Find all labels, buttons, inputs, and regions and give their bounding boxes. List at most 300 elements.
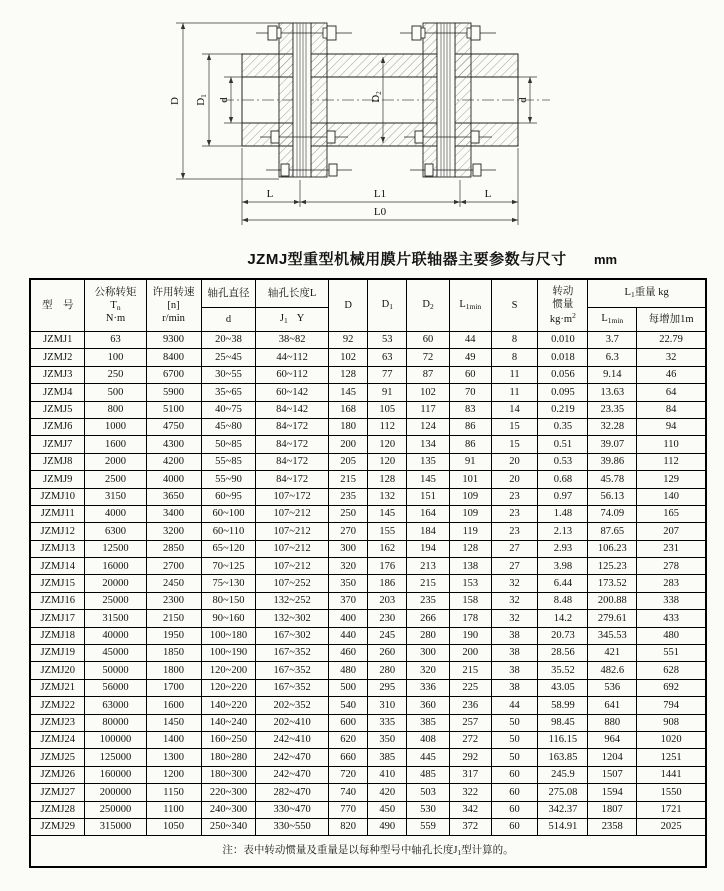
cell: JZMJ2 (30, 349, 85, 366)
cell: 4200 (146, 453, 201, 470)
cell: 2150 (146, 610, 201, 627)
cell: 60 (491, 818, 538, 835)
cell: 200000 (85, 784, 146, 801)
cell: 35.52 (538, 662, 588, 679)
cell: 107~212 (256, 540, 328, 557)
cell: 215 (407, 575, 450, 592)
cell: 330~550 (256, 818, 328, 835)
table-row (30, 523, 706, 540)
cell: 120~200 (201, 662, 256, 679)
cell: 908 (637, 714, 706, 731)
cell: 242~470 (256, 749, 328, 766)
cell: 200 (449, 645, 491, 662)
cell: 190 (449, 627, 491, 644)
cell: 92 (328, 332, 368, 349)
footnote: 注：表中转动惯量及重量是以每种型号中轴孔长度$J_1$型计算的。 (30, 836, 706, 868)
cell: JZMJ20 (30, 662, 85, 679)
cell: 6.44 (538, 575, 588, 592)
cell: 50 (491, 749, 538, 766)
cell: 279.61 (588, 610, 637, 627)
table-row (30, 784, 706, 801)
cell: 2450 (146, 575, 201, 592)
cell: JZMJ6 (30, 418, 85, 435)
table-row (30, 349, 706, 366)
cell: 2300 (146, 592, 201, 609)
cell: 215 (328, 471, 368, 488)
cell: 80~150 (201, 592, 256, 609)
cell: 28.56 (538, 645, 588, 662)
cell: 38 (491, 627, 538, 644)
cell: 100~190 (201, 645, 256, 662)
cell: 322 (449, 784, 491, 801)
cell: 202~352 (256, 697, 328, 714)
cell: 45~80 (201, 418, 256, 435)
cell: 315000 (85, 818, 146, 835)
cell: 275.08 (538, 784, 588, 801)
cell: 32 (491, 575, 538, 592)
cell: JZMJ4 (30, 384, 85, 401)
cell: 56.13 (588, 488, 637, 505)
cell: 330~470 (256, 801, 328, 818)
cell: 107~172 (256, 488, 328, 505)
cell: 350 (328, 575, 368, 592)
cell: 91 (368, 384, 407, 401)
cell: 14 (491, 401, 538, 418)
cell: 46 (637, 366, 706, 383)
cell: 134 (407, 436, 450, 453)
cell: 86 (449, 436, 491, 453)
cell: 165 (637, 505, 706, 522)
cell: 450 (368, 801, 407, 818)
cell: 100000 (85, 731, 146, 748)
cell: 2000 (85, 453, 146, 470)
cell: 194 (407, 540, 450, 557)
cell: 167~352 (256, 679, 328, 696)
coupling-drawing (0, 0, 724, 244)
cell: 106.23 (588, 540, 637, 557)
table-row (30, 818, 706, 835)
col-header-bore-diameter: 轴孔直径 (201, 279, 256, 308)
cell: 145 (368, 505, 407, 522)
cell: 1400 (146, 731, 201, 748)
col-header-S: S (491, 279, 538, 332)
cell: 5900 (146, 384, 201, 401)
cell: 20.73 (538, 627, 588, 644)
cell: 740 (328, 784, 368, 801)
cell: 167~352 (256, 645, 328, 662)
cell: JZMJ13 (30, 540, 85, 557)
cell: 0.056 (538, 366, 588, 383)
cell: 100 (85, 349, 146, 366)
cell: 4300 (146, 436, 201, 453)
cell: 1441 (637, 766, 706, 783)
cell: 9.14 (588, 366, 637, 383)
table-row (30, 592, 706, 609)
cell: 164 (407, 505, 450, 522)
unit-label: mm (594, 252, 618, 267)
cell: 1600 (85, 436, 146, 453)
cell: 132~302 (256, 610, 328, 627)
cell: 23 (491, 505, 538, 522)
spec-table (29, 278, 707, 868)
cell: 60 (491, 766, 538, 783)
cell: 338 (637, 592, 706, 609)
cell: 385 (368, 749, 407, 766)
cell: 350 (368, 731, 407, 748)
cell: 3650 (146, 488, 201, 505)
cell: 433 (637, 610, 706, 627)
cell: 482.6 (588, 662, 637, 679)
cell: 50 (491, 731, 538, 748)
cell: 260 (368, 645, 407, 662)
cell: 63 (368, 349, 407, 366)
cell: 22.79 (637, 332, 706, 349)
cell: 112 (368, 418, 407, 435)
cell: 400 (328, 610, 368, 627)
cell: 39.07 (588, 436, 637, 453)
cell: 200 (328, 436, 368, 453)
cell: 770 (328, 801, 368, 818)
cell: 43.05 (538, 679, 588, 696)
cell: 0.35 (538, 418, 588, 435)
cell: JZMJ10 (30, 488, 85, 505)
cell: 120 (368, 436, 407, 453)
col-header-D: D (328, 279, 368, 332)
cell: 178 (449, 610, 491, 627)
cell: 39.86 (588, 453, 637, 470)
cell: 283 (637, 575, 706, 592)
table-row (30, 731, 706, 748)
cell: 280 (407, 627, 450, 644)
cell: JZMJ9 (30, 471, 85, 488)
cell: 75~130 (201, 575, 256, 592)
cell: 445 (407, 749, 450, 766)
cell: 128 (449, 540, 491, 557)
cell: 1000 (85, 418, 146, 435)
cell: 102 (328, 349, 368, 366)
cell: 60~142 (256, 384, 328, 401)
cell: 128 (328, 366, 368, 383)
cell: 65~120 (201, 540, 256, 557)
cell: 1507 (588, 766, 637, 783)
cell: 100~180 (201, 627, 256, 644)
cell: 20~38 (201, 332, 256, 349)
cell: 230 (368, 610, 407, 627)
cell: 2500 (85, 471, 146, 488)
dim-label-L0: L0 (373, 206, 387, 218)
col-header-L1min: $L_{1min}$ (449, 279, 491, 332)
cell: JZMJ14 (30, 558, 85, 575)
cell: 8400 (146, 349, 201, 366)
cell: JZMJ5 (30, 401, 85, 418)
cell: 342.37 (538, 801, 588, 818)
cell: 235 (407, 592, 450, 609)
cell: 421 (588, 645, 637, 662)
cell: 213 (407, 558, 450, 575)
cell: 117 (407, 401, 450, 418)
cell: 32 (491, 592, 538, 609)
cell: 480 (328, 662, 368, 679)
cell: 102 (407, 384, 450, 401)
cell: 38~82 (256, 332, 328, 349)
dim-label-d-right: d (517, 97, 529, 103)
cell: 125.23 (588, 558, 637, 575)
cell: JZMJ29 (30, 818, 85, 835)
cell: 1600 (146, 697, 201, 714)
cell: 500 (328, 679, 368, 696)
cell: 140~220 (201, 697, 256, 714)
cell: 15 (491, 418, 538, 435)
cell: 0.68 (538, 471, 588, 488)
cell: 335 (368, 714, 407, 731)
cell: 0.219 (538, 401, 588, 418)
cell: 145 (407, 471, 450, 488)
cell: 80000 (85, 714, 146, 731)
cell: 109 (449, 505, 491, 522)
cell: 345.53 (588, 627, 637, 644)
col-header-torque: 公称转矩 $T_n$ N·m (85, 279, 146, 332)
cell: 153 (449, 575, 491, 592)
cell: 168 (328, 401, 368, 418)
cell: 55~90 (201, 471, 256, 488)
cell: 120~220 (201, 679, 256, 696)
cell: 320 (328, 558, 368, 575)
cell: 485 (407, 766, 450, 783)
cell: 70 (449, 384, 491, 401)
cell: 317 (449, 766, 491, 783)
cell: 242~470 (256, 766, 328, 783)
cell: 257 (449, 714, 491, 731)
table-row (30, 453, 706, 470)
cell: 250~340 (201, 818, 256, 835)
cell: 12500 (85, 540, 146, 557)
table-row (30, 505, 706, 522)
cell: 40~75 (201, 401, 256, 418)
cell: 880 (588, 714, 637, 731)
cell: 300 (328, 540, 368, 557)
cell: 32.28 (588, 418, 637, 435)
cell: 180~300 (201, 766, 256, 783)
cell: JZMJ22 (30, 697, 85, 714)
cell: 720 (328, 766, 368, 783)
cell: 60~112 (256, 366, 328, 383)
cell: 16000 (85, 558, 146, 575)
cell: 32 (491, 610, 538, 627)
title-row (0, 244, 724, 278)
table-row (30, 714, 706, 731)
dim-label-D1: D1 (195, 94, 208, 106)
cell: JZMJ3 (30, 366, 85, 383)
cell: 32 (637, 349, 706, 366)
cell: 336 (407, 679, 450, 696)
cell: 109 (449, 488, 491, 505)
table-row (30, 627, 706, 644)
cell: 180 (328, 418, 368, 435)
cell: 38 (491, 662, 538, 679)
cell: 140~240 (201, 714, 256, 731)
cell: 184 (407, 523, 450, 540)
cell: 692 (637, 679, 706, 696)
dim-label-L-right: L (484, 188, 492, 200)
cell: 84~172 (256, 436, 328, 453)
cell: 20 (491, 453, 538, 470)
table-row (30, 401, 706, 418)
table-row (30, 749, 706, 766)
cell: 132 (368, 488, 407, 505)
cell: 2.93 (538, 540, 588, 557)
table-body (30, 332, 706, 836)
cell: 295 (368, 679, 407, 696)
cell: 14.2 (538, 610, 588, 627)
cell: 55~85 (201, 453, 256, 470)
col-header-D2: $D_2$ (407, 279, 450, 332)
cell: JZMJ12 (30, 523, 85, 540)
cell: 60~95 (201, 488, 256, 505)
cell: 60 (449, 366, 491, 383)
col-header-weight-group: $L_1$重量 kg (588, 279, 706, 308)
cell: 86 (449, 418, 491, 435)
cell: 372 (449, 818, 491, 835)
col-subheader-J1Y: $J_1$ Y (256, 308, 328, 332)
col-subheader-d: d (201, 308, 256, 332)
cell: 186 (368, 575, 407, 592)
cell: 0.51 (538, 436, 588, 453)
cell: 480 (637, 627, 706, 644)
cell: 1020 (637, 731, 706, 748)
cell: 63 (85, 332, 146, 349)
cell: 320 (407, 662, 450, 679)
cell: 2.13 (538, 523, 588, 540)
cell: 410 (368, 766, 407, 783)
table-row (30, 488, 706, 505)
col-header-model: 型 号 (30, 279, 85, 332)
table-row (30, 801, 706, 818)
dim-label-d-left: d (218, 97, 230, 103)
cell: 70~125 (201, 558, 256, 575)
cell: 87 (407, 366, 450, 383)
cell: 1850 (146, 645, 201, 662)
cell: 536 (588, 679, 637, 696)
cell: JZMJ28 (30, 801, 85, 818)
table-row (30, 384, 706, 401)
cell: 60~100 (201, 505, 256, 522)
cell: 60~110 (201, 523, 256, 540)
cell: 107~252 (256, 575, 328, 592)
cell: 44 (449, 332, 491, 349)
cell: 3200 (146, 523, 201, 540)
cell: 72 (407, 349, 450, 366)
cell: 4000 (85, 505, 146, 522)
cell: 620 (328, 731, 368, 748)
col-header-bore-length: 轴孔长度L (256, 279, 328, 308)
cell: 129 (637, 471, 706, 488)
cell: 440 (328, 627, 368, 644)
cell: 1204 (588, 749, 637, 766)
cell: 540 (328, 697, 368, 714)
cell: 120 (368, 453, 407, 470)
cell: 1150 (146, 784, 201, 801)
cell: 240~300 (201, 801, 256, 818)
cell: 31500 (85, 610, 146, 627)
table-row (30, 366, 706, 383)
table-row (30, 697, 706, 714)
cell: JZMJ25 (30, 749, 85, 766)
cell: 167~302 (256, 627, 328, 644)
cell: 105 (368, 401, 407, 418)
col-subheader-L1min-weight: $L_{1min}$ (588, 308, 637, 332)
cell: 250 (85, 366, 146, 383)
cell: 132~252 (256, 592, 328, 609)
cell: 163.85 (538, 749, 588, 766)
right-diaphragm-pack (400, 23, 496, 177)
cell: 3.7 (588, 332, 637, 349)
dim-label-D2: D2 (370, 91, 383, 103)
cell: 25~45 (201, 349, 256, 366)
cell: 1721 (637, 801, 706, 818)
cell: 820 (328, 818, 368, 835)
cell: JZMJ16 (30, 592, 85, 609)
cell: JZMJ17 (30, 610, 85, 627)
cell: 1300 (146, 749, 201, 766)
cell: 0.53 (538, 453, 588, 470)
cell: 1800 (146, 662, 201, 679)
cell: 236 (449, 697, 491, 714)
cell: 110 (637, 436, 706, 453)
cell: 84 (637, 401, 706, 418)
cell: 1950 (146, 627, 201, 644)
cell: 20 (491, 471, 538, 488)
cell: 2025 (637, 818, 706, 835)
cell: 180~280 (201, 749, 256, 766)
cell: 38 (491, 645, 538, 662)
cell: 167~352 (256, 662, 328, 679)
cell: 1807 (588, 801, 637, 818)
cell: JZMJ19 (30, 645, 85, 662)
cell: 50~85 (201, 436, 256, 453)
cell: 1550 (637, 784, 706, 801)
cell: 1.48 (538, 505, 588, 522)
table-row (30, 645, 706, 662)
cell: 203 (368, 592, 407, 609)
cell: 124 (407, 418, 450, 435)
cell: 385 (407, 714, 450, 731)
cell: 74.09 (588, 505, 637, 522)
cell: JZMJ1 (30, 332, 85, 349)
cell: 40000 (85, 627, 146, 644)
cell: 200.88 (588, 592, 637, 609)
cell: 60 (407, 332, 450, 349)
cell: 1050 (146, 818, 201, 835)
cell: 1700 (146, 679, 201, 696)
dim-label-D: D (169, 97, 181, 105)
cell: 23.35 (588, 401, 637, 418)
cell: 1450 (146, 714, 201, 731)
cell: 84~172 (256, 453, 328, 470)
cell: 250000 (85, 801, 146, 818)
cell: 4000 (146, 471, 201, 488)
cell: 4750 (146, 418, 201, 435)
cell: 408 (407, 731, 450, 748)
cell: 0.018 (538, 349, 588, 366)
cell: 490 (368, 818, 407, 835)
cell: 13.63 (588, 384, 637, 401)
cell: 2358 (588, 818, 637, 835)
cell: 231 (637, 540, 706, 557)
cell: 270 (328, 523, 368, 540)
cell: 0.97 (538, 488, 588, 505)
cell: 245.9 (538, 766, 588, 783)
cell: JZMJ23 (30, 714, 85, 731)
